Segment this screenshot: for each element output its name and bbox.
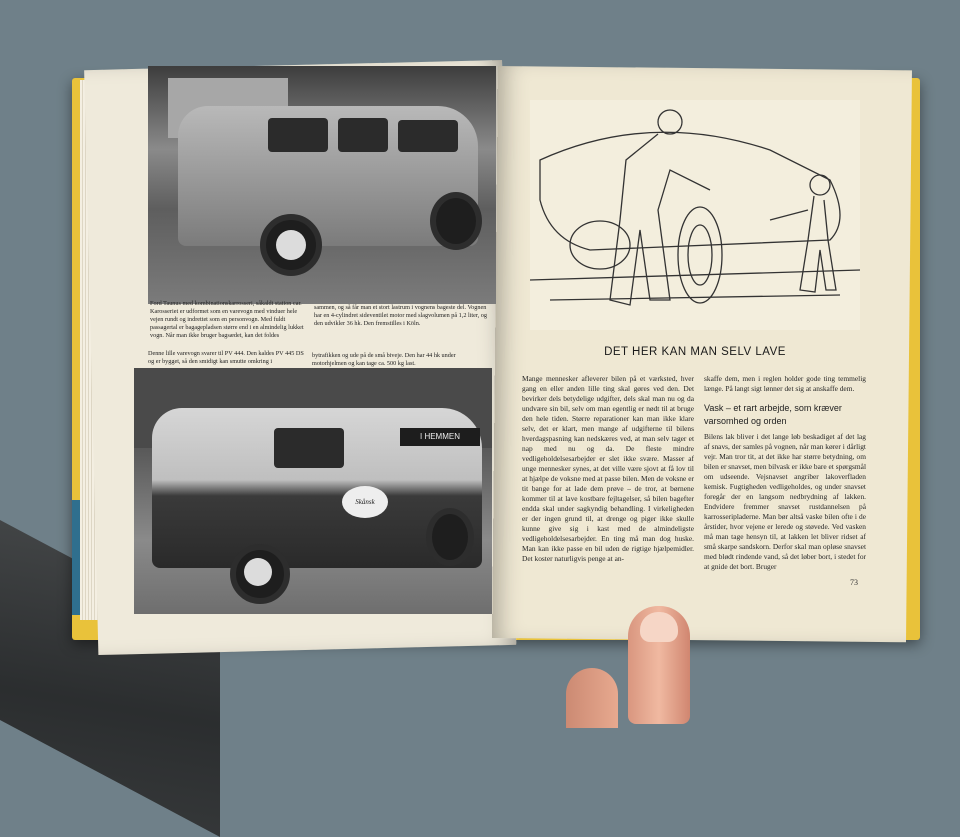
- man-and-boy-illustration: [530, 100, 860, 330]
- caption-mid-left: Denne lille varevogn svarer til PV 444. Den kaldes PV 445 DS og er bygget, så den smidigt kan smutte omkring i: [148, 350, 304, 365]
- text-column-2-top: skaffe dem, men i reglen holder gode ting temmelig længe. På langt sigt lønner det sig at anskaffe dem.: [704, 374, 866, 393]
- page-number: 73: [850, 578, 858, 587]
- car-window: [338, 118, 388, 152]
- thumb: [566, 668, 618, 728]
- van-window: [274, 428, 344, 468]
- van-side-sign: I HEMMEN: [400, 428, 480, 446]
- hubcap: [276, 230, 306, 260]
- text-column-1: Mange mennesker afleverer bilen på et værksted, hver gang en eller anden lille ting skal gøres ved den. Det bevirker dels betydelige udgifter, dels skal man nu og da undvære sin bil, selv om man egentlig er nødt til at bruge den hele tiden. Større reparationer kan man ikke klare selv, det er klart, men mange af udgifterne til bilens hverdagspasning kan nedskæres ved, at man selv tager et nap med nu og da. De fleste mindre vedligeholdelsesarbejder er slet ikke svære. Masser af unge mennesker synes, at det ville være sjovt at få lov til at hjælpe de voksne med at passe bilen. Men de voksne er tit bange for at lade dem prøve – de tror, at børnene kommer til at lave kostbare fejltagelser, så bilen bagefter endda skal under sagkyndig behandling. I virkeligheden er der ingen grund til, at drenge og piger ikke skulle kunne give sig i kast med de almindeligste vedligeholdelsesarbejder. En ting må man dog huske. Man kan ikke passe en bil uden de rigtige hjælpemidler. Det koster naturligvis penge at an-: [522, 374, 694, 563]
- car-window: [268, 118, 328, 152]
- caption-mid-right: bytrafikken og ude på de små biveje. Den har 44 hk under motorhjelmen og kan tage ca. 500 kg last.: [312, 352, 456, 367]
- van-photo: [134, 368, 492, 614]
- caption-top-left: Ford Taunus med kombinationskarrosseri, såkaldt station car. Karosseriet er udformet som en varevogn med vinduer hele vejen rundt og indrettet som en personvogn. Med fuldt passagertal er bagagepladsen større end i en almindelig lukket vogn. Når man ikke bruger bagsædet, kan det foldes: [150, 300, 304, 339]
- caption-top-right: sammen, og så får man et stort lastrum i vognens bageste del. Vognen har en 4-cylindret sideventilet motor med slagvolumen på 1,2 liter, og den udvikler 36 hk. Den fremstilles i Köln.: [314, 304, 487, 327]
- hubcap: [244, 558, 272, 586]
- section-heading: DET HER KAN MAN SELV LAVE: [604, 346, 786, 358]
- station-wagon-photo: [148, 66, 496, 304]
- wheel: [430, 192, 482, 250]
- wheel: [426, 508, 474, 566]
- text-column-2-body: Bilens lak bliver i det lange løb beskadiget af det lag af snavs, der samles på vognen, når man kører i dårligt vejr. Man tror tit, at det ikke har større betydning, om bilen er snavset, men bilvask er ikke bare et spørgsmål om udseende. Vejsnavset angriber lakoverfladen kemisk. Fugtigheden vedligeholdes, og under snavset foregår der en langsom nedbrydning af lakken. Endvidere fremmer snavset rustdannelsen på karrosseripladerne. Man bør altså vaske bilen ofte i de årstider, hvor vejene er lerede og støvede. Ved vasken må man tage hensyn til, at lakken let bliver ridset af små skarpe sandskorn. Derfor skal man opløse snavset med blødt rindende vand, så det løber bort, i stedet for at gnide det bort. Bruger: [704, 432, 866, 571]
- subheading: Vask – et rart arbejde, som kræver varsomhed og orden: [704, 403, 842, 426]
- car-window: [398, 120, 458, 152]
- van-logo: Skånsk: [342, 486, 388, 518]
- fingernail: [640, 612, 678, 642]
